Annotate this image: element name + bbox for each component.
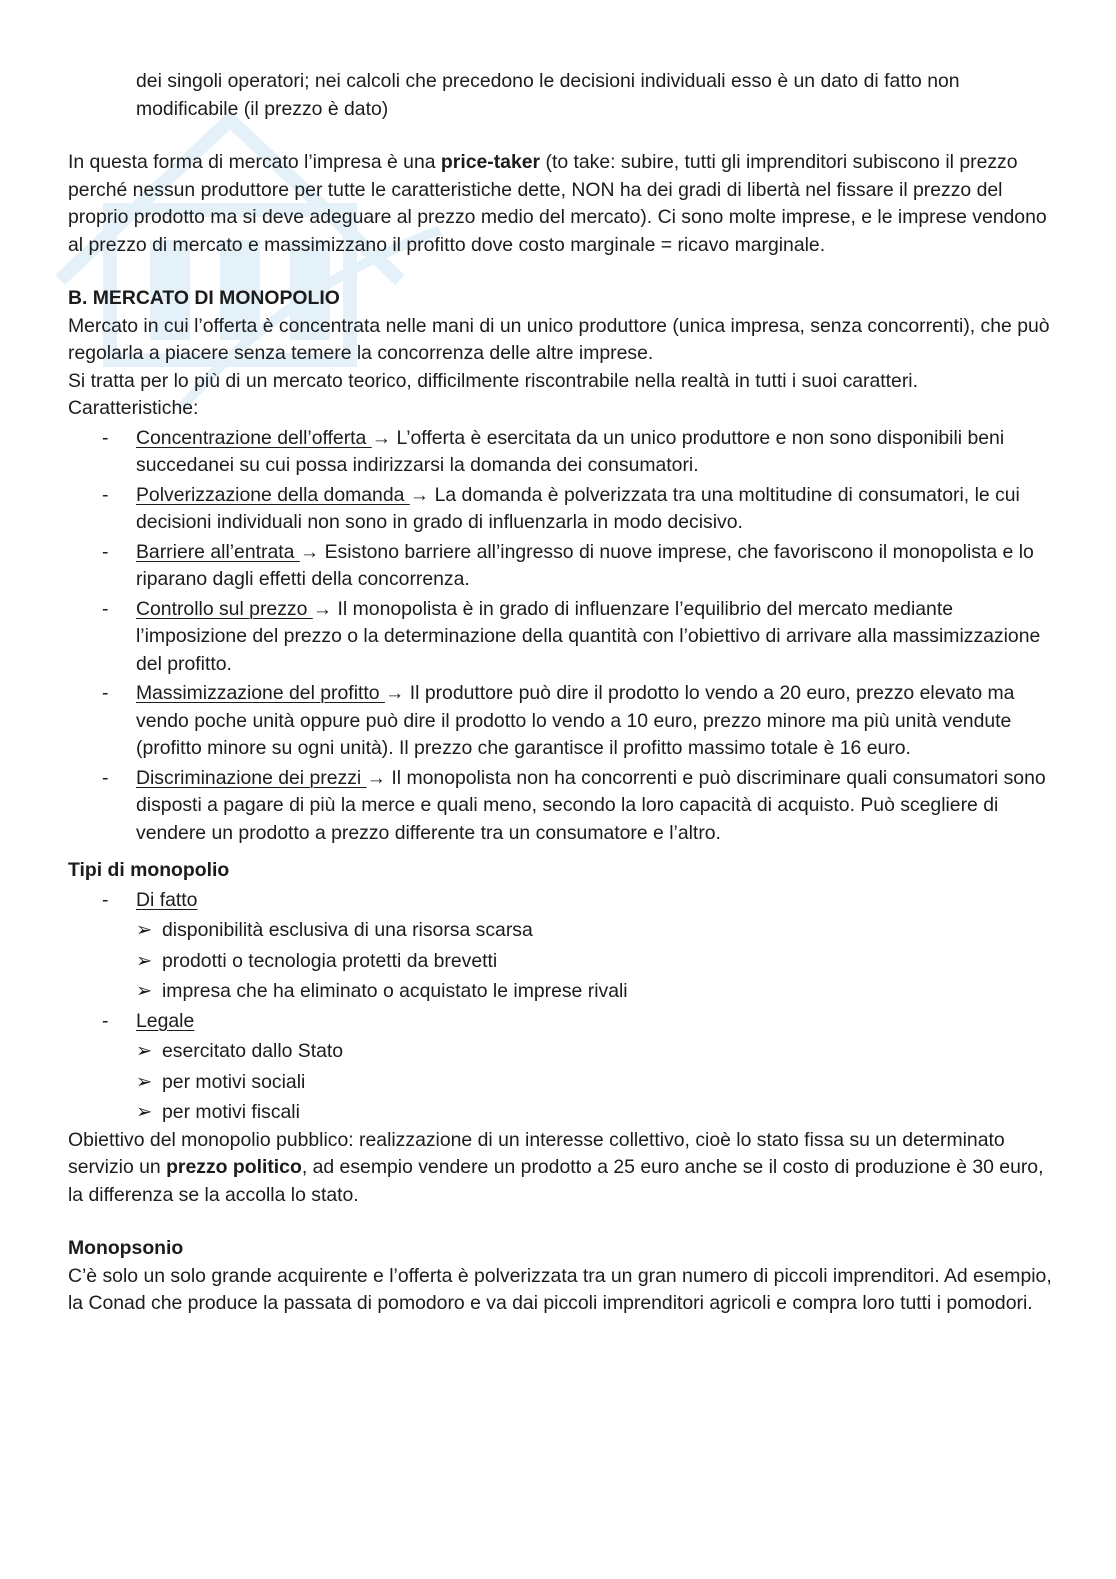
arrow-icon: → (384, 682, 405, 704)
price-taker-term: price-taker (440, 151, 541, 173)
arrow-icon: → (371, 426, 392, 449)
arrowhead-icon: ➢ (136, 1101, 153, 1123)
type-sub-item: ➢ per motivi fiscali (68, 1099, 1058, 1127)
section-b-intro-2: Si tratta per lo più di un mercato teorico, difficilmente riscontrabile nella realtà in tutti i suoi caratteri. (68, 369, 918, 392)
type-group-label: - Di fatto (102, 888, 198, 911)
prezzo-politico-term: prezzo politico (166, 1156, 302, 1178)
feature-item: - Polverizzazione della domanda → La domanda è polverizzata tra una moltitudine di consumatori, le cui decisioni individuali non sono in grado di influenzarla in modo decisivo. (102, 483, 1020, 533)
arrowhead-icon: ➢ (136, 949, 153, 972)
feature-item: - Discriminazione dei prezzi → Il monopolista non ha concorrenti e può discriminare quali consumatori sono disposti a pagare di più la merce e quali meno, secondo la loro capacità di acquisto. Può scegliere di vendere un prodotto a prezzo differente tra un consumatore e l’altro. (102, 766, 1046, 844)
section-b-title: B. MERCATO DI MONOPOLIO (68, 287, 340, 309)
monopsony-title: Monopsonio (68, 1237, 184, 1259)
objective-paragraph: Obiettivo del monopolio pubblico: realizzazione di un interesse collettivo, cioè lo stato fissa su un determinato servizio un prezzo politico, ad esempio vendere un prodotto a 25 euro anche se il costo di produzione è 30 euro, la differenza se la accolla lo stato. (68, 1128, 1044, 1206)
type-sub-item: ➢ prodotti o tecnologia protetti da brevetti (68, 948, 1058, 976)
document-body (68, 68, 1058, 1318)
arrowhead-icon: ➢ (136, 919, 153, 941)
type-sub-item: ➢ esercitato dallo Stato (68, 1038, 1058, 1066)
section-b-intro-3: Caratteristiche: (68, 397, 199, 419)
arrow-icon: → (299, 540, 320, 563)
arrow-icon: → (366, 766, 387, 789)
arrowhead-icon: ➢ (136, 1070, 153, 1093)
feature-item: - Controllo sul prezzo → Il monopolista è in grado di influenzare l’equilibrio del mercato mediante l’imposizione del prezzo o la determinazione della quantità con l’obiettivo di arrivare alla massimizzazione del profitto. (102, 597, 1041, 675)
arrowhead-icon: ➢ (136, 980, 153, 1002)
types-title: Tipi di monopolio (68, 859, 230, 881)
price-taker-paragraph: In questa forma di mercato l’impresa è una price-taker (to take: subire, tutti gli imprenditori subiscono il prezzo perché nessun produttore per tutte le caratteristiche dette, NON ha dei gradi di libertà nel fissare il prezzo del proprio prodotto ma si deve adeguare al prezzo medio del mercato). Ci sono molte imprese, e le imprese vendono al prezzo di mercato e massimizzano il profitto dove costo marginale = ricavo marginale. (68, 151, 1047, 256)
arrow-icon: → (409, 483, 430, 506)
section-b-intro-1: Mercato in cui l’offerta è concentrata nelle mani di un unico produttore (unica impresa, senza concorrenti), che può regolarla a piacere senza temere la concorrenza delle altre imprese. (68, 314, 1050, 364)
intro-continuation: dei singoli operatori; nei calcoli che precedono le decisioni individuali esso è un dato di fatto non modificabile (il prezzo è dato) (136, 70, 960, 120)
type-sub-item: ➢ disponibilità esclusiva di una risorsa scarsa (68, 917, 1058, 945)
feature-item: - Massimizzazione del profitto → Il produttore può dire il prodotto lo vendo a 20 euro, prezzo elevato ma vendo poche unità oppure può dire il prodotto lo vendo a 10 euro, prezzo minore ma più unità vendute (profitto minore su ogni unità). Il prezzo che garantisce il profitto massimo totale è 16 euro. (102, 682, 1015, 759)
arrow-icon: → (312, 597, 333, 620)
type-sub-item: ➢ impresa che ha eliminato o acquistato le imprese rivali (68, 978, 1058, 1006)
type-sub-item: ➢ per motivi sociali (68, 1069, 1058, 1097)
monopsony-paragraph: C’è solo un solo grande acquirente e l’offerta è polverizzata tra un gran numero di piccoli imprenditori. Ad esempio, la Conad che produce la passata di pomodoro e va dai piccoli imprenditori agricoli e compra loro tutti i pomodori. (68, 1264, 1052, 1314)
feature-item: - Barriere all’entrata → Esistono barriere all’ingresso di nuove imprese, che favoriscono il monopolista e lo riparano dagli effetti della concorrenza. (102, 540, 1034, 590)
feature-item: - Concentrazione dell’offerta → L’offerta è esercitata da un unico produttore e non sono disponibili beni succedanei su cui possa indirizzarsi la domanda dei consumatori. (102, 426, 1005, 476)
arrowhead-icon: ➢ (136, 1040, 153, 1062)
type-group-label: - Legale (102, 1009, 195, 1032)
